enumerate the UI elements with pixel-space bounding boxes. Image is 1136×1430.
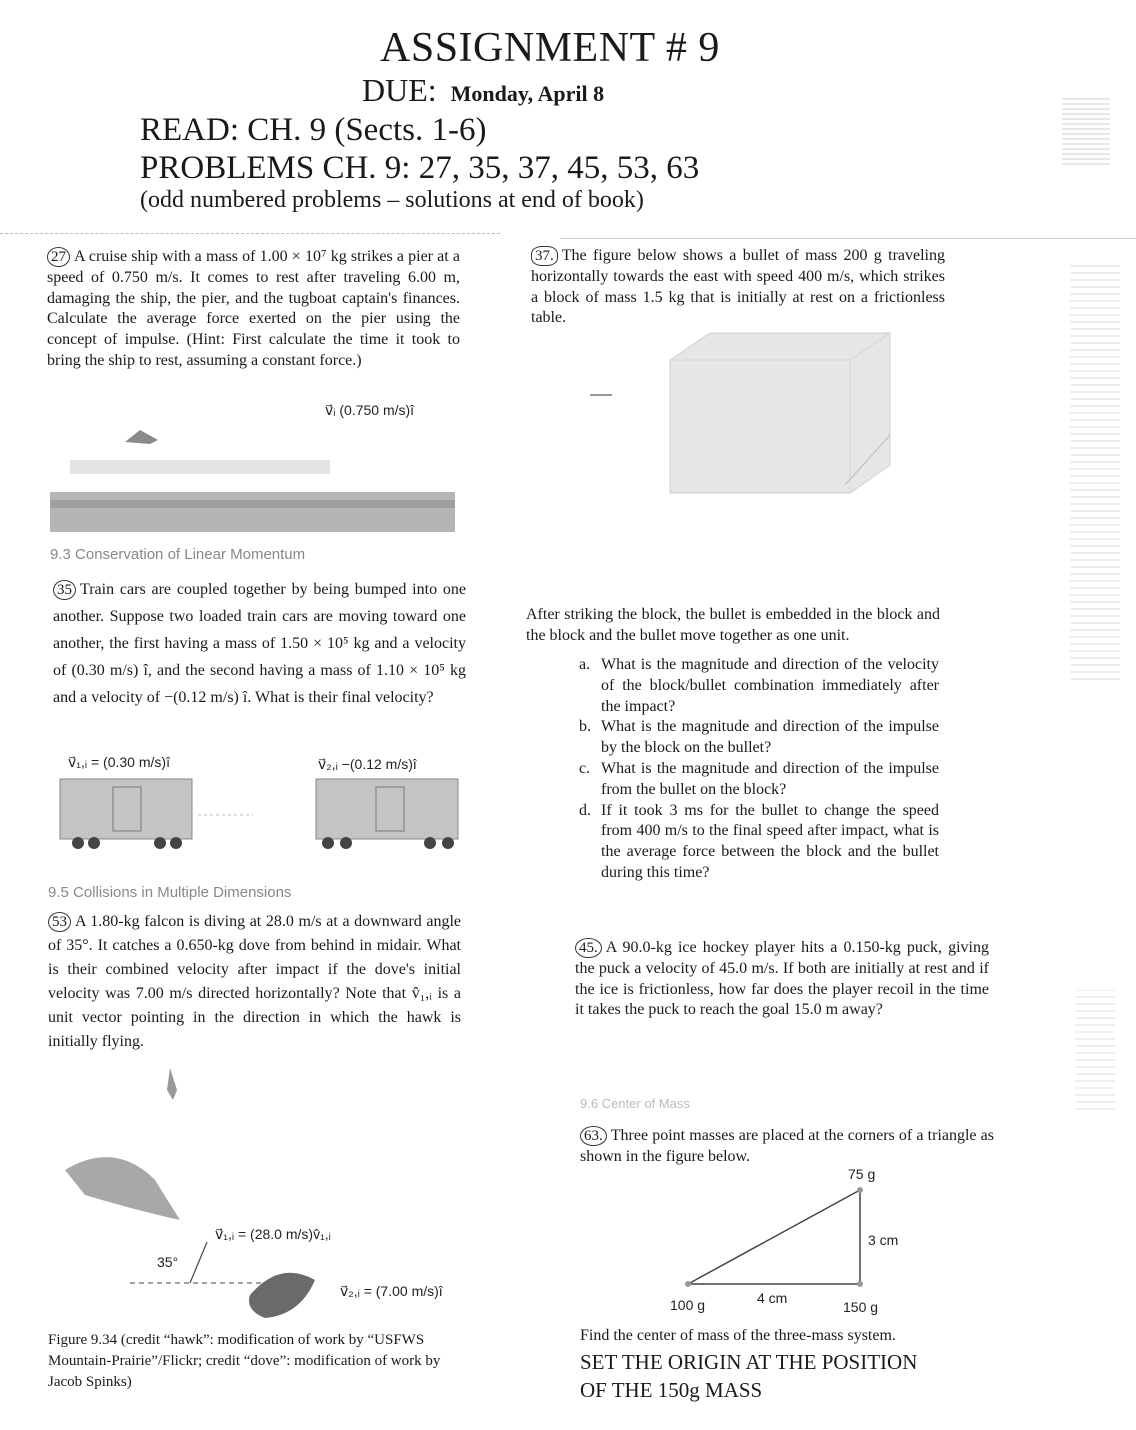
due-line bbox=[362, 72, 604, 109]
ship-icon bbox=[125, 430, 158, 444]
problem-53 bbox=[48, 910, 461, 1054]
problem-number: 45. bbox=[575, 938, 602, 958]
cruise-ship-figure bbox=[50, 420, 460, 540]
section-heading: 9.5 Collisions in Multiple Dimensions bbox=[48, 884, 292, 901]
due-label: DUE: bbox=[362, 72, 437, 108]
problem-text: A 90.0-kg ice hockey player hits a 0.150-kg puck, giving the puck a velocity of 45.0 m/s. If both are initially at rest and if the ice is frictionless, how far does the player recoil in the time it takes the puck to reach the goal 15.0 m away? bbox=[575, 939, 989, 1019]
problem-number: 35 bbox=[53, 580, 76, 600]
problem-45 bbox=[575, 938, 989, 1021]
falcon-velocity-label: v⃗₁,ᵢ = (28.0 m/s)v̂₁,ᵢ bbox=[215, 1226, 331, 1242]
train-left-velocity: v⃗₁,ᵢ = (0.30 m/s)î bbox=[68, 754, 170, 770]
dove-velocity-label: v⃗₂,ᵢ = (7.00 m/s)î bbox=[340, 1283, 443, 1299]
train-car-left bbox=[60, 779, 192, 849]
bullet-block-figure bbox=[590, 325, 910, 505]
mass-point bbox=[857, 1187, 863, 1193]
mass-point bbox=[857, 1281, 863, 1287]
scan-noise bbox=[1070, 260, 1120, 680]
scan-noise bbox=[1075, 990, 1115, 1110]
instruction-line-1: SET THE ORIGIN AT THE POSITION bbox=[580, 1350, 918, 1374]
train-cars-figure bbox=[58, 775, 468, 855]
problem-number: 63. bbox=[580, 1126, 607, 1146]
problem-37-after: After striking the block, the bullet is embedded in the block and the block and the bullet move together as one unit. bbox=[526, 606, 940, 644]
section-heading: 9.6 Center of Mass bbox=[580, 1096, 690, 1111]
problem-number: 53 bbox=[48, 912, 71, 932]
dove-icon bbox=[249, 1273, 315, 1318]
pier-stripe bbox=[50, 500, 455, 508]
mass-point bbox=[685, 1281, 691, 1287]
problem-text: Train cars are coupled together by being bumped into one another. Suppose two loaded train cars are moving toward one another, the first having a mass of 1.50 × 10⁵ kg and a velocity of (0.30 m/s) î, and the second having a mass of 1.10 × 10⁵ kg and a velocity of −(0.12 m/s) î. What is their final velocity? bbox=[53, 581, 466, 706]
hawk-icon bbox=[65, 1157, 180, 1220]
section-heading: 9.3 Conservation of Linear Momentum bbox=[50, 546, 306, 563]
problem-37-parts bbox=[579, 655, 939, 884]
figure-caption: Figure 9.34 (credit “hawk”: modification of work by “USFWS Mountain-Prairie”/Flickr; credit “dove”: modification of work by Jacob Spinks) bbox=[48, 1332, 441, 1390]
scan-noise bbox=[1062, 95, 1110, 165]
triangle-hypotenuse bbox=[688, 1190, 860, 1284]
problem-63-question: Find the center of mass of the three-mass system. bbox=[580, 1327, 896, 1344]
problem-text: A 1.80-kg falcon is diving at 28.0 m/s at a downward angle of 35°. It catches a 0.650-kg dove from behind in midair. What is their combined velocity after impact if the dove's initial velocity was 7.00 m/s directed horizontally? Note that v̂₁,ᵢ is a unit vector pointing in the direction in which the hawk is initially flying. bbox=[48, 913, 461, 1050]
block-icon bbox=[670, 333, 890, 493]
problem-number: 37. bbox=[531, 246, 558, 266]
list-item: c. What is the magnitude and direction of the impulse from the bullet on the block? bbox=[579, 759, 939, 798]
train-car-right bbox=[316, 779, 458, 849]
due-date: Monday, April 8 bbox=[450, 81, 605, 106]
assignment-title: ASSIGNMENT # 9 bbox=[380, 25, 720, 71]
problem-37 bbox=[531, 246, 945, 329]
problem-list: PROBLEMS CH. 9: 27, 35, 37, 45, 53, 63 bbox=[140, 150, 700, 186]
problem-35 bbox=[53, 576, 466, 711]
problems-note: (odd numbered problems – solutions at end of book) bbox=[140, 187, 644, 213]
problem-63 bbox=[580, 1126, 994, 1168]
scan-divider-right bbox=[560, 238, 1136, 239]
mass-left-label: 100 g bbox=[670, 1297, 706, 1313]
mass-top-label: 75 g bbox=[848, 1166, 876, 1182]
problem-27 bbox=[47, 247, 460, 372]
angle-label: 35° bbox=[157, 1254, 179, 1270]
ship-velocity-label: v⃗ᵢ (0.750 m/s)î bbox=[325, 402, 415, 418]
problem-text: The figure below shows a bullet of mass 200 g traveling horizontally towards the east with speed 400 m/s, which strikes a block of mass 1.5 kg that is initially at rest on a frictionless table. bbox=[531, 247, 945, 327]
list-item: b. What is the magnitude and direction of the impulse by the block on the bullet? bbox=[579, 718, 939, 757]
falcon-direction-line bbox=[190, 1242, 207, 1283]
reading-assignment: READ: CH. 9 (Sects. 1-6) bbox=[140, 112, 487, 148]
ship-hull bbox=[70, 460, 330, 474]
vertical-side-label: 3 cm bbox=[868, 1232, 899, 1248]
mass-right-label: 150 g bbox=[843, 1299, 879, 1315]
instruction-line-2: OF THE 150g MASS bbox=[580, 1378, 763, 1402]
problem-text: A cruise ship with a mass of 1.00 × 10⁷ kg strikes a pier at a speed of 0.750 m/s. It comes to rest after traveling 6.00 m, damaging the ship, the pier, and the tugboat captain's finances. Calculate the average force exerted on the pier using the concept of impulse. (Hint: First calculate the time it took to bring the ship to rest, assuming a constant force.) bbox=[47, 248, 460, 369]
hawk-head-icon bbox=[167, 1068, 177, 1100]
problem-number: 27 bbox=[47, 247, 70, 267]
problem-text: Three point masses are placed at the corners of a triangle as shown in the figure below. bbox=[580, 1127, 994, 1165]
list-item: d. If it took 3 ms for the bullet to change the speed from 400 m/s to the final speed after impact, what is the average force between the block and the bullet during this time? bbox=[579, 801, 939, 881]
list-item: a. What is the magnitude and direction of the velocity of the block/bullet combination immediately after the impact? bbox=[579, 656, 939, 715]
scan-divider-left bbox=[0, 233, 500, 234]
train-right-velocity: v⃗₂,ᵢ −(0.12 m/s)î bbox=[318, 756, 417, 772]
base-side-label: 4 cm bbox=[757, 1290, 788, 1306]
triangle-masses-figure bbox=[670, 1180, 880, 1290]
pier-dock bbox=[50, 492, 455, 532]
